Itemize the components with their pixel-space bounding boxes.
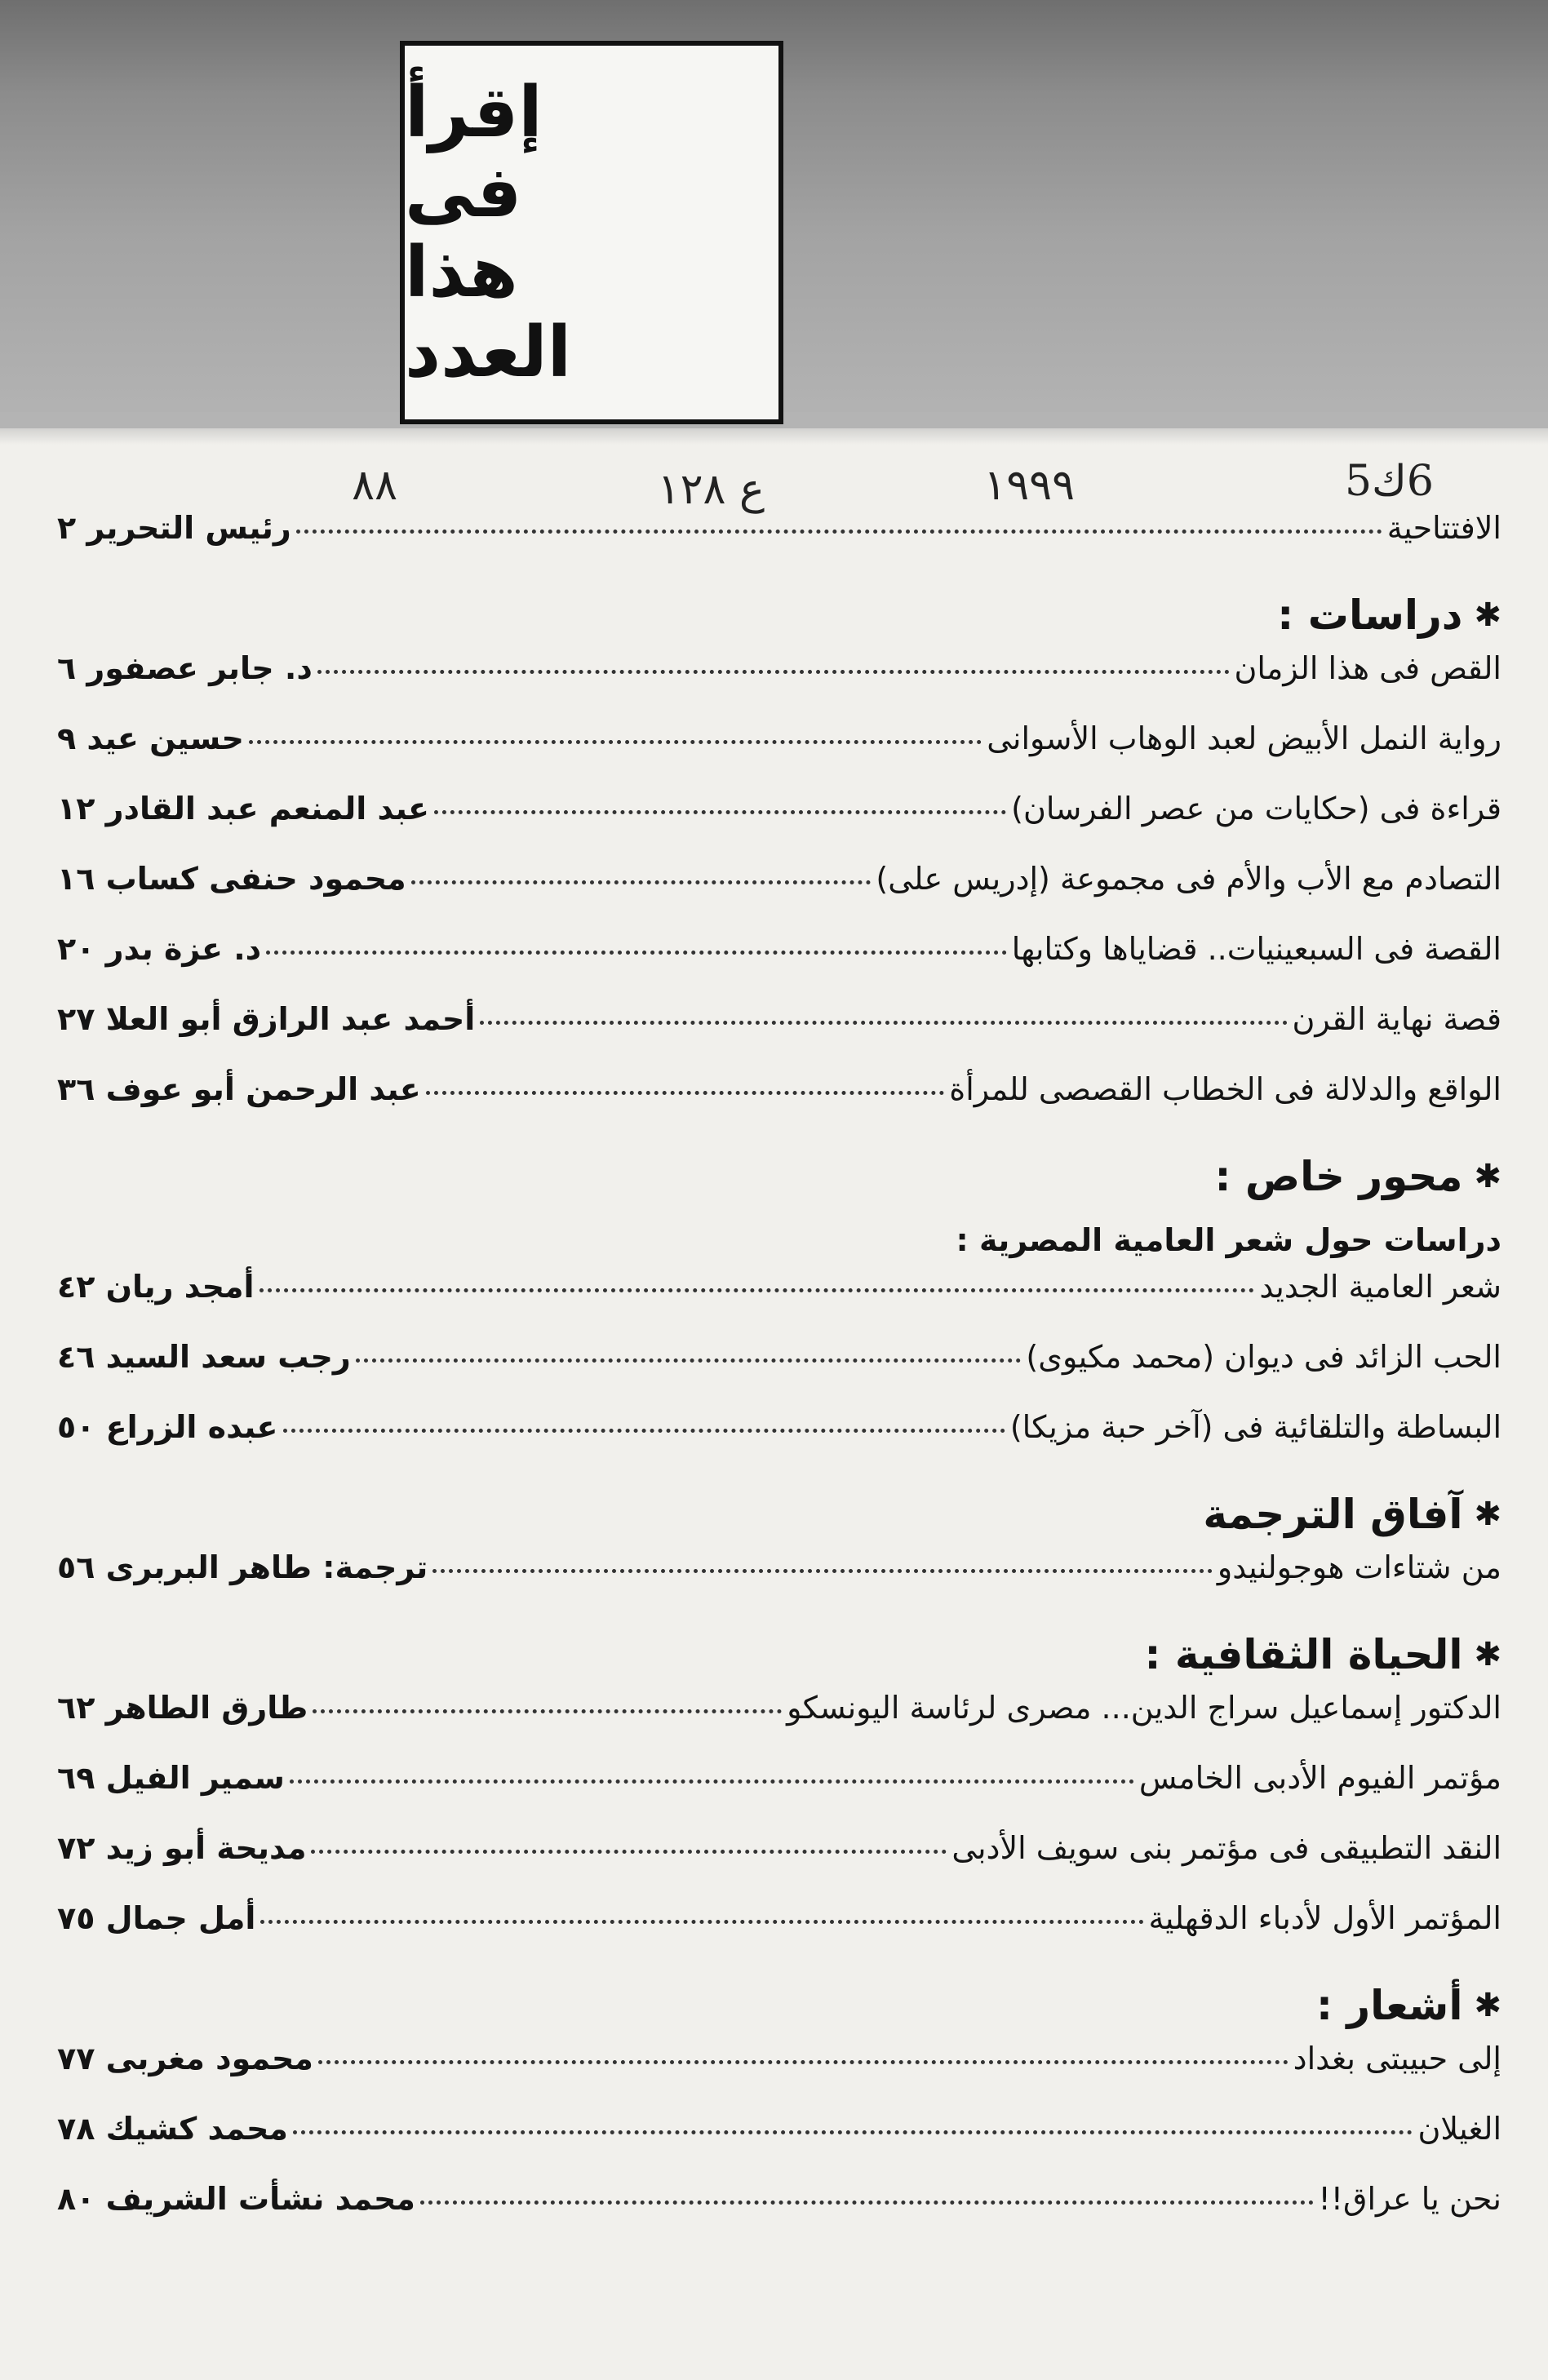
dot-leader: [290, 1779, 1134, 1784]
title-line: فى: [405, 152, 522, 233]
entry-title: النقد التطبيقى فى مؤتمر بنى سويف الأدبى: [951, 1830, 1501, 1866]
entry-title: الدكتور إسماعيل سراج الدين... مصرى لرئاسة اليونسكو: [787, 1690, 1501, 1726]
entry-title: مؤتمر الفيوم الأدبى الخامس: [1138, 1760, 1501, 1796]
handwritten-note: ع ١٢٨: [657, 465, 765, 514]
title-line: هذا: [405, 232, 518, 313]
dot-leader: [296, 530, 1382, 534]
contents-title-box: [400, 41, 783, 424]
entry-author-page: محمد نشأت الشريف ٨٠: [57, 2181, 415, 2217]
dot-leader: [249, 740, 982, 744]
dot-leader: [259, 1288, 1255, 1292]
title-line: إقرأ: [405, 72, 543, 153]
entry-title: التصادم مع الأب والأم فى مجموعة (إدريس على): [876, 861, 1501, 897]
dot-leader: [293, 2130, 1413, 2134]
toc-entry: [57, 720, 1501, 791]
entry-author-page: رئيس التحرير ٢: [57, 510, 291, 546]
toc-entry: [57, 1001, 1501, 1071]
asterisk-icon: ✱: [1474, 1636, 1501, 1673]
handwritten-note: 6ك5: [1344, 457, 1434, 506]
section-heading: [57, 1970, 1501, 2041]
dot-leader: [411, 880, 872, 884]
toc-entry: [57, 2041, 1501, 2111]
dot-leader: [318, 2060, 1289, 2064]
toc-entry: [57, 1690, 1501, 1760]
entry-title: شعر العامية الجديد: [1259, 1269, 1501, 1305]
entry-author-page: عبد الرحمن أبو عوف ٣٦: [57, 1071, 421, 1107]
toc-entry: [57, 1549, 1501, 1620]
toc-entry: [57, 1760, 1501, 1830]
entry-title: قصة نهاية القرن: [1292, 1001, 1501, 1037]
entry-author-page: عبد المنعم عبد القادر ١٢: [57, 791, 429, 827]
entry-title: إلى حبيبتى بغداد: [1293, 2041, 1501, 2076]
dot-leader: [420, 2201, 1314, 2205]
section-heading: [57, 1620, 1501, 1690]
entry-title: من شتاءات هوجولنيدو: [1217, 1549, 1501, 1585]
dot-leader: [432, 1569, 1213, 1573]
dot-leader: [480, 1021, 1287, 1025]
entry-author-page: عبده الزراع ٥٠: [57, 1409, 278, 1445]
entry-author-page: سمير الفيل ٦٩: [57, 1760, 285, 1796]
dot-leader: [260, 1920, 1143, 1924]
dot-leader: [283, 1429, 1005, 1433]
entry-author-page: طارق الطاهر ٦٢: [57, 1690, 308, 1726]
entry-title: الحب الزائد فى ديوان (محمد مكيوى): [1026, 1339, 1501, 1375]
asterisk-icon: ✱: [1474, 1987, 1501, 2024]
toc-entry: [57, 1071, 1501, 1141]
dot-leader: [317, 670, 1230, 674]
toc-entry: [57, 1830, 1501, 1900]
subsection-heading: دراسات حول شعر العامية المصرية :: [956, 1222, 1501, 1258]
table-of-contents: [57, 510, 1501, 2251]
dot-leader: [356, 1358, 1022, 1363]
entry-author-page: د. جابر عصفور ٦: [57, 650, 313, 686]
entry-title: قراءة فى (حكايات من عصر الفرسان): [1011, 791, 1501, 827]
entry-author-page: أمل جمال ٧٥: [57, 1900, 256, 1936]
entry-author-page: محمود مغربى ٧٧: [57, 2041, 313, 2076]
asterisk-icon: ✱: [1474, 1158, 1501, 1195]
toc-entry: [57, 650, 1501, 720]
entry-author-page: د. عزة بدر ٢٠: [57, 931, 262, 967]
section-label: آفاق الترجمة: [1203, 1491, 1463, 1538]
toc-entry: [57, 2181, 1501, 2251]
entry-author-page: محمود حنفى كساب ١٦: [57, 861, 406, 897]
dot-leader: [426, 1091, 945, 1095]
handwritten-note: ١٩٩٩: [983, 461, 1075, 510]
dot-leader: [266, 951, 1007, 955]
toc-entry: [57, 1409, 1501, 1479]
entry-author-page: حسين عيد ٩: [57, 720, 244, 756]
entry-title: الواقع والدلالة فى الخطاب القصصى للمرأة: [949, 1071, 1501, 1107]
toc-entry: [57, 2111, 1501, 2181]
section-label: محور خاص :: [1214, 1153, 1463, 1200]
dot-leader: [311, 1850, 947, 1854]
section-label: أشعار :: [1315, 1982, 1463, 2029]
entry-title: رواية النمل الأبيض لعبد الوهاب الأسوانى: [987, 720, 1501, 756]
section-heading: [57, 1141, 1501, 1212]
entry-author-page: أمجد ريان ٤٢: [57, 1269, 255, 1305]
entry-title: القصة فى السبعينيات.. قضاياها وكتابها: [1011, 931, 1501, 967]
entry-title: الغيلان: [1417, 2111, 1501, 2147]
entry-title: البساطة والتلقائية فى (آخر حبة مزيكا): [1009, 1409, 1501, 1445]
asterisk-icon: ✱: [1474, 1496, 1501, 1533]
entry-author-page: رجب سعد السيد ٤٦: [57, 1339, 351, 1375]
toc-entry: [57, 1339, 1501, 1409]
asterisk-icon: ✱: [1474, 596, 1501, 634]
entry-title: نحن يا عراق!!: [1318, 2181, 1501, 2217]
entry-author-page: محمد كشيك ٧٨: [57, 2111, 288, 2147]
entry-author-page: ترجمة: طاهر البربرى ٥٦: [57, 1549, 428, 1585]
entry-title: المؤتمر الأول لأدباء الدقهلية: [1148, 1900, 1501, 1936]
toc-entry: [57, 791, 1501, 861]
entry-author-page: مديحة أبو زيد ٧٢: [57, 1830, 307, 1866]
toc-entry: [57, 1900, 1501, 1970]
dot-leader: [434, 810, 1006, 814]
section-label: دراسات :: [1277, 592, 1463, 639]
entry-author-page: أحمد عبد الرازق أبو العلا ٢٧: [57, 1001, 476, 1037]
entry-title: الافتتاحية: [1386, 510, 1501, 546]
toc-entry: [57, 931, 1501, 1001]
title-line: العدد: [405, 312, 572, 393]
toc-entry: [57, 1269, 1501, 1339]
dot-leader: [313, 1709, 782, 1713]
handwritten-note: ٨٨: [352, 461, 397, 510]
entry-title: القص فى هذا الزمان: [1234, 650, 1501, 686]
section-label: الحياة الثقافية :: [1144, 1631, 1463, 1678]
section-heading: [57, 580, 1501, 650]
section-heading: [57, 1479, 1501, 1549]
toc-entry: [57, 510, 1501, 580]
toc-entry: [57, 861, 1501, 931]
